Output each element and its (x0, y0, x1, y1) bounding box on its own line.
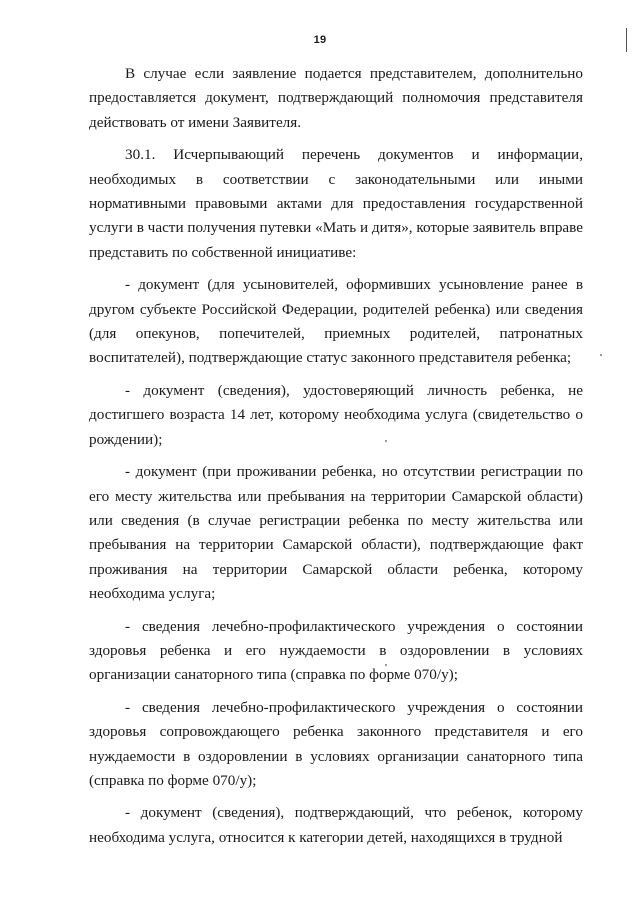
list-item-legal-representative-status: - документ (для усыновителей, оформивших усыновление ранее в другом субъекте Российской Федерации, родителей ребенка) или сведения (для опекунов, попечителей, приемных родителей, патронатных воспитателей), подтверждающие статус законного представителя ребенка; (89, 276, 583, 367)
list-item-child-identity-document: - документ (сведения), удостоверяющий личность ребенка, не достигшего возраста 14 лет, которому необходима услуга (свидетельство о рождении); (89, 381, 583, 448)
list-item-residence-confirmation: - документ (при проживании ребенка, но отсутствии регистрации по его месту жительства или пребывания на территории Самарской области) или сведения (в случае регистрации ребенка по месту жительства или пребывания на территории Самарской области), подтверждающие факт проживания на территории Самарской области ребенка, которому необходима услуга; (89, 463, 583, 603)
paragraph-30-1-heading: 30.1. Исчерпывающий перечень документов и информации, необходимых в соответствии с законодательными или иными нормативными правовыми актами для предоставления государственной услуги в части получения путевки «Мать и дитя», которые заявитель вправе представить по собственной инициативе: (89, 146, 583, 261)
paragraph-representative-note: В случае если заявление подается представителем, дополнительно предоставляется документ, подтверждающий полномочия представителя действовать от имени Заявителя. (89, 65, 583, 131)
list-item-guardian-health-certificate: - сведения лечебно-профилактического учреждения о состоянии здоровья сопровождающего ребенка законного представителя и его нуждаемости в оздоровлении в условиях организации санаторного типа (справка по форме 070/у); (89, 698, 583, 789)
document-body (89, 62, 583, 858)
list-item-child-health-certificate: - сведения лечебно-профилактического учреждения о состоянии здоровья ребенка и его нуждаемости в оздоровлении в условиях организации санаторного типа (справка по форме 070/у); (89, 617, 583, 684)
page-number: 19 (313, 34, 327, 46)
list-item-difficult-situation-document: - документ (сведения), подтверждающий, что ребенок, которому необходима услуга, относится к категории детей, находящихся в трудной (89, 804, 583, 846)
scan-speck (600, 354, 602, 356)
scan-edge-mark (626, 28, 627, 52)
